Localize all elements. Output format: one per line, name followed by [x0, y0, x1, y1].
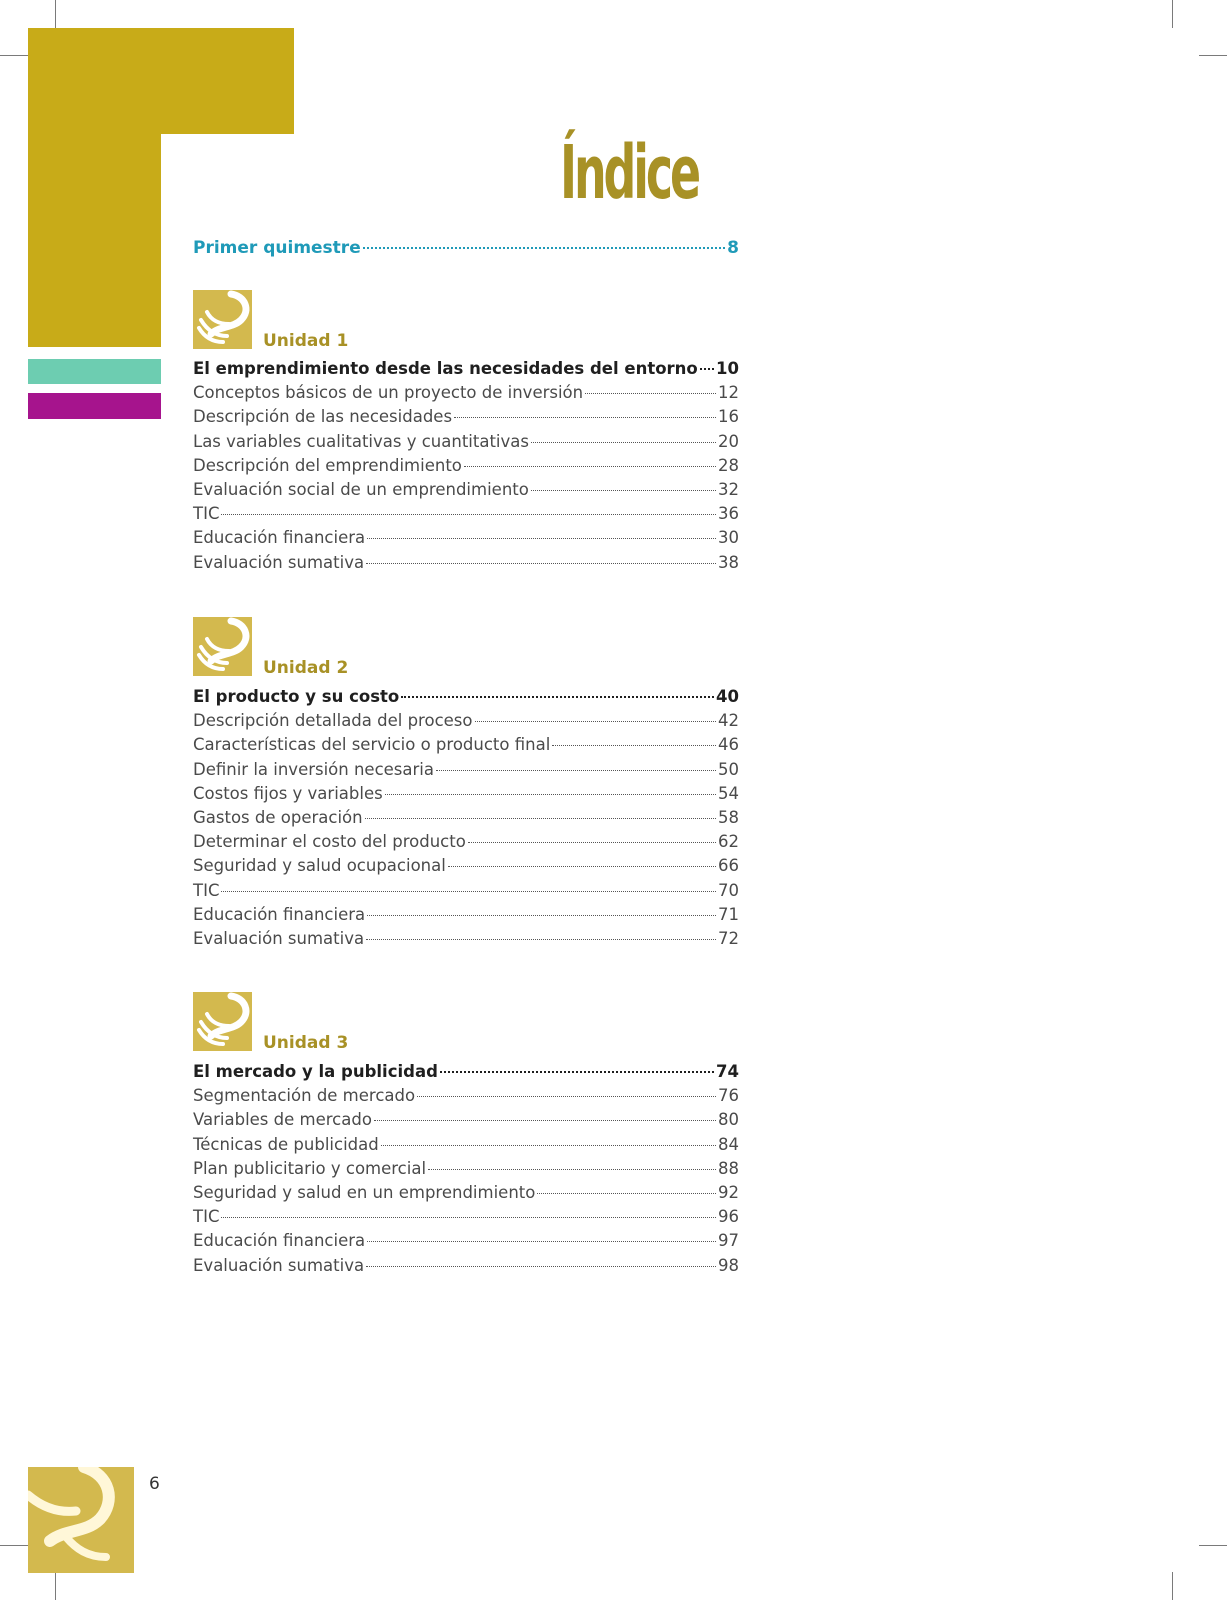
leader-dots [367, 1241, 716, 1242]
toc-item[interactable] [193, 1086, 739, 1110]
unit-hands-icon [193, 290, 252, 349]
item-page: 50 [718, 759, 739, 779]
item-label: Descripción del emprendimiento [193, 455, 462, 475]
item-page: 12 [718, 383, 739, 403]
item-label: Costos fijos y variables [193, 783, 383, 803]
item-page: 20 [718, 431, 739, 451]
leader-dots [366, 563, 716, 564]
footer-hands-icon [28, 1467, 134, 1573]
leader-dots [537, 1193, 716, 1194]
toc-item[interactable] [193, 456, 739, 480]
leader-dots [366, 939, 716, 940]
heading-page: 40 [716, 687, 739, 706]
leader-dots [367, 915, 716, 916]
crop-mark [1172, 0, 1173, 28]
crop-mark [1199, 1545, 1227, 1546]
unit-hands-icon [193, 617, 252, 676]
toc-item[interactable] [193, 528, 739, 552]
item-label: Definir la inversión necesaria [193, 759, 434, 779]
toc-item[interactable] [193, 407, 739, 431]
item-page: 28 [718, 455, 739, 475]
item-label: Variables de mercado [193, 1110, 372, 1130]
leader-dots [475, 721, 717, 722]
toc-item[interactable] [193, 553, 739, 577]
item-label: Técnicas de publicidad [193, 1134, 379, 1154]
item-page: 32 [718, 479, 739, 499]
unit-1-label: Unidad 1 [263, 331, 349, 351]
toc-item[interactable] [193, 905, 739, 929]
leader-dots [440, 1071, 714, 1073]
heading-page: 10 [716, 359, 739, 378]
crop-mark [1199, 55, 1227, 56]
item-page: 42 [718, 711, 739, 731]
heading-label: El emprendimiento desde las necesidades del entorno [193, 359, 698, 378]
leader-dots [366, 1266, 716, 1267]
toc-item[interactable] [193, 711, 739, 735]
item-page: 58 [718, 807, 739, 827]
heading-page: 74 [716, 1062, 739, 1081]
leader-dots [468, 842, 716, 843]
item-page: 88 [718, 1158, 739, 1178]
item-page: 92 [718, 1182, 739, 1202]
item-label: TIC [193, 1207, 220, 1227]
toc-item[interactable] [193, 784, 739, 808]
item-page: 72 [718, 928, 739, 948]
item-page: 46 [718, 735, 739, 755]
crop-mark [55, 1572, 56, 1600]
unit-2-heading[interactable] [193, 687, 739, 711]
unit-2-toc [193, 687, 739, 953]
item-page: 16 [718, 407, 739, 427]
leader-dots [221, 1217, 716, 1218]
unit-3-label: Unidad 3 [263, 1033, 349, 1053]
crop-mark [0, 1545, 28, 1546]
toc-item[interactable] [193, 856, 739, 880]
page-title: Índice [560, 130, 699, 216]
leader-dots [374, 1120, 716, 1121]
leader-dots [221, 891, 716, 892]
leader-dots [401, 696, 714, 698]
toc-item[interactable] [193, 808, 739, 832]
page-number: 6 [149, 1474, 160, 1494]
heading-label: El producto y su costo [193, 687, 400, 706]
item-label: Descripción detallada del proceso [193, 711, 473, 731]
leader-dots [531, 442, 716, 443]
item-label: Evaluación sumativa [193, 1255, 365, 1275]
item-page: 96 [718, 1207, 739, 1227]
toc-item[interactable] [193, 1231, 739, 1255]
leader-dots [454, 417, 716, 418]
quimestre-entry[interactable] [193, 238, 739, 262]
leader-dots [531, 490, 716, 491]
toc-item[interactable] [193, 1207, 739, 1231]
leader-dots [428, 1169, 716, 1170]
unit-3-heading[interactable] [193, 1062, 739, 1086]
item-label: Determinar el costo del producto [193, 832, 466, 852]
toc-item[interactable] [193, 1135, 739, 1159]
toc-item[interactable] [193, 832, 739, 856]
item-label: Descripción de las necesidades [193, 407, 453, 427]
unit-1-toc [193, 359, 739, 577]
item-label: Evaluación sumativa [193, 928, 365, 948]
item-label: TIC [193, 504, 220, 524]
toc-item[interactable] [193, 504, 739, 528]
gold-side-band [28, 28, 161, 347]
leader-dots [700, 368, 714, 370]
crop-mark [0, 55, 28, 56]
item-page: 66 [718, 856, 739, 876]
quimestre-section [193, 238, 739, 262]
leader-dots [585, 393, 716, 394]
quimestre-page: 8 [727, 238, 739, 258]
unit-3-toc [193, 1062, 739, 1280]
item-page: 84 [718, 1134, 739, 1154]
item-label: Características del servicio o producto final [193, 735, 551, 755]
leader-dots [365, 818, 716, 819]
leader-dots [367, 538, 716, 539]
unit-2-label: Unidad 2 [263, 658, 349, 678]
item-page: 62 [718, 832, 739, 852]
item-label: Las variables cualitativas y cuantitativas [193, 431, 529, 451]
item-label: Seguridad y salud en un emprendimiento [193, 1182, 536, 1202]
leader-dots [464, 466, 716, 467]
toc-item[interactable] [193, 432, 739, 456]
item-label: Gastos de operación [193, 807, 363, 827]
item-page: 97 [718, 1231, 739, 1251]
item-label: Conceptos básicos de un proyecto de inversión [193, 383, 584, 403]
item-label: Segmentación de mercado [193, 1086, 416, 1106]
item-page: 80 [718, 1110, 739, 1130]
item-label: Educación financiera [193, 904, 366, 924]
item-page: 30 [718, 528, 739, 548]
item-page: 71 [718, 904, 739, 924]
toc-item[interactable] [193, 735, 739, 759]
item-label: Plan publicitario y comercial [193, 1158, 427, 1178]
item-page: 38 [718, 552, 739, 572]
crop-mark [55, 0, 56, 28]
item-page: 36 [718, 504, 739, 524]
unit-1-heading[interactable] [193, 359, 739, 383]
item-label: Evaluación sumativa [193, 552, 365, 572]
leader-dots [448, 866, 716, 867]
item-label: Educación financiera [193, 528, 366, 548]
toc-item[interactable] [193, 1159, 739, 1183]
item-page: 76 [718, 1086, 739, 1106]
item-label: Evaluación social de un emprendimiento [193, 479, 529, 499]
toc-item[interactable] [193, 760, 739, 784]
leader-dots [381, 1145, 716, 1146]
toc-item[interactable] [193, 1183, 739, 1207]
magenta-bar [28, 393, 161, 419]
item-page: 98 [718, 1255, 739, 1275]
toc-item[interactable] [193, 929, 739, 953]
unit-hands-icon [193, 992, 252, 1051]
item-label: TIC [193, 880, 220, 900]
item-page: 54 [718, 783, 739, 803]
item-page: 70 [718, 880, 739, 900]
leader-dots [436, 770, 716, 771]
leader-dots [417, 1096, 716, 1097]
leader-dots [552, 745, 716, 746]
toc-item[interactable] [193, 881, 739, 905]
leader-dots [385, 794, 716, 795]
item-label: Educación financiera [193, 1231, 366, 1251]
toc-item[interactable] [193, 383, 739, 407]
heading-label: El mercado y la publicidad [193, 1062, 438, 1081]
quimestre-label: Primer quimestre [193, 238, 361, 258]
toc-item[interactable] [193, 1256, 739, 1280]
item-label: Seguridad y salud ocupacional [193, 856, 446, 876]
leader-dots [363, 247, 725, 249]
leader-dots [221, 514, 716, 515]
toc-item[interactable] [193, 1110, 739, 1134]
crop-mark [1172, 1572, 1173, 1600]
mint-bar [28, 359, 161, 384]
toc-item[interactable] [193, 480, 739, 504]
